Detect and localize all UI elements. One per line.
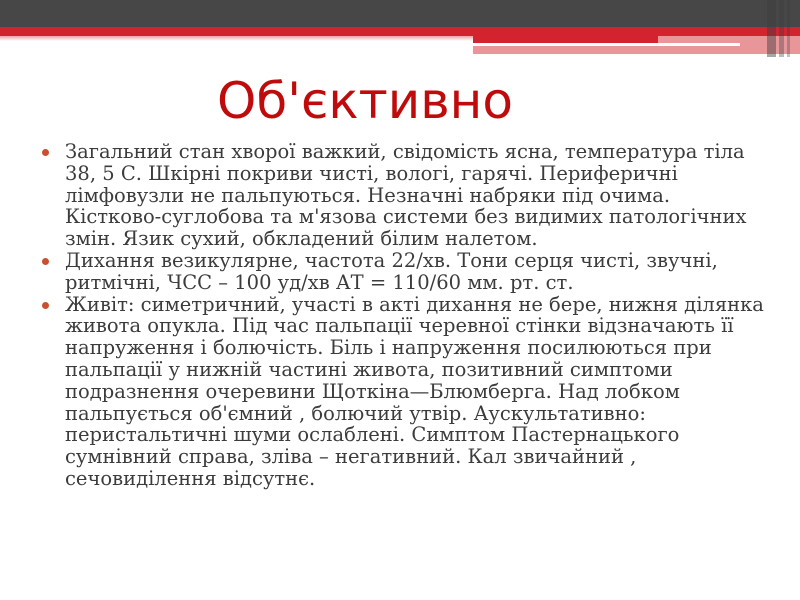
bullet-item — [0, 141, 772, 250]
vertical-stripe-decoration — [787, 0, 790, 57]
bullet-list — [0, 141, 772, 490]
bullet-dot-icon — [42, 149, 49, 156]
top-bar — [0, 0, 800, 27]
red-stripe — [0, 27, 800, 36]
bullet-dot-icon — [42, 258, 49, 265]
bullet-text: Живіт: симетричний, участі в акті дихання не бере, нижня ділянка живота опукла. Під час пальпації черевної стінки відзначають її напруження і болючість. Біль і напруження посилюються при пальпації у нижній частині живота, позитивний симптоми подразнення очеревини Щоткіна—Блюмберга. Над лобком пальпується об'ємний , болючий утвір. Аускультативно: перистальтичні шуми ослаблені. Симптом Пастернацького сумнівний справа, зліва – негативний. Кал звичайний , сечовиділення відсутнє. — [65, 292, 764, 490]
bullet-dot-icon — [42, 302, 49, 309]
red-stripe-extension — [473, 36, 658, 43]
white-accent-line — [473, 43, 740, 46]
slide-title: Об'єктивно — [217, 72, 513, 130]
vertical-stripe-decoration — [767, 0, 776, 57]
bullet-text: Загальний стан хворої важкий, свідомість ясна, температура тіла 38, 5 С. Шкірні покриви чисті, вологі, гарячі. Периферичні лімфовузли не пальпуються. Незначні набряки під очима. Кістково-суглобова та м'язова системи без видимих патологічних змін. Язик сухий, обкладений білим налетом. — [65, 140, 747, 251]
bullet-item — [0, 294, 772, 490]
vertical-stripe-decoration — [779, 0, 784, 57]
pink-fade-stripe — [0, 36, 473, 41]
bullet-text: Дихання везикулярне, частота 22/хв. Тони серця чисті, звучні, ритмічні, ЧСС – 100 уд/хв АТ = 110/60 мм. рт. ст. — [65, 248, 718, 294]
bullet-item — [0, 250, 772, 294]
